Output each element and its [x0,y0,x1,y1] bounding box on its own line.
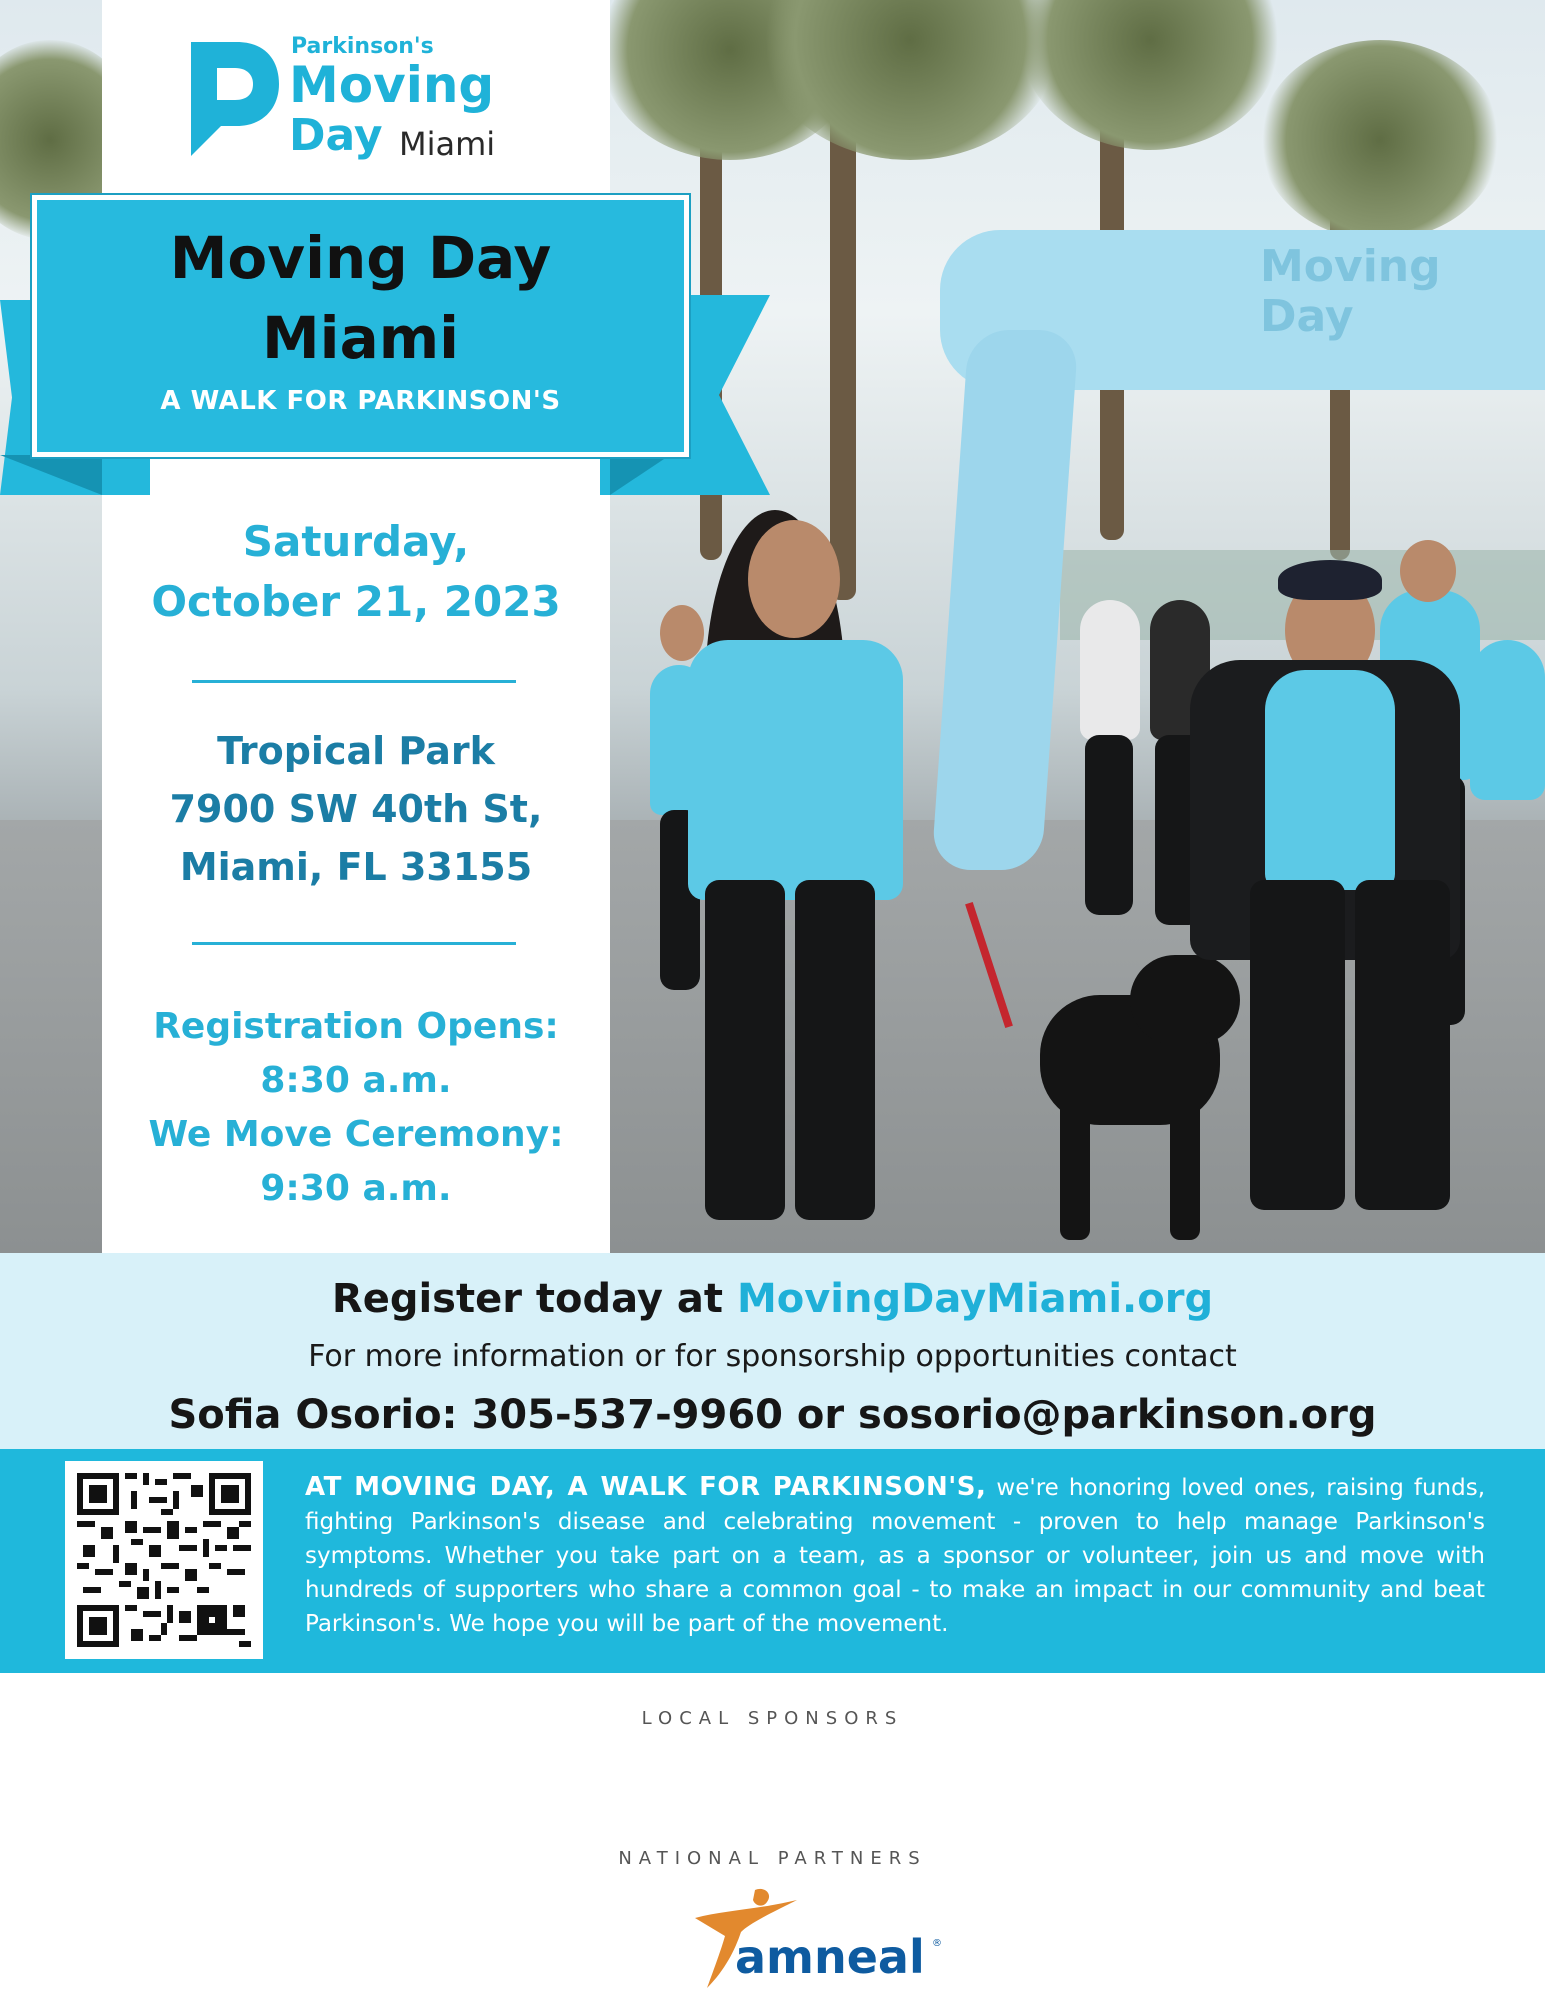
walker-face [748,520,840,638]
arch-text-line2: Day [1260,291,1354,342]
walker-background-head [1400,540,1456,602]
walker-leg [1355,880,1450,1210]
amneal-registered-mark: ® [932,1938,942,1949]
walker-shirt [1265,670,1395,890]
walker-background [1080,600,1140,740]
event-venue [102,722,610,896]
walker-shirt [688,640,903,900]
event-title [37,218,684,378]
event-date-line2: October 21, 2023 [151,577,561,626]
moving-day-logo [185,34,545,164]
arch-text-line1: Moving [1260,241,1441,292]
event-date-line1: Saturday, [242,517,470,566]
amneal-wordmark: amneal [735,1930,925,1984]
about-lead: AT MOVING DAY, A WALK FOR PARKINSON'S, [305,1472,987,1502]
title-ribbon [32,195,689,457]
ceremony-time: 9:30 a.m. [260,1168,452,1209]
walker-cap [1278,560,1382,600]
event-title-line1: Moving Day [169,224,552,292]
walker-leg [705,880,785,1220]
registration-label: Registration Opens: [153,1006,559,1047]
venue-city: Miami, FL 33155 [179,845,533,889]
dog-leg [1170,1100,1200,1240]
dog-head [1130,955,1240,1045]
walker-leg [1250,880,1345,1210]
national-partners-heading: NATIONAL PARTNERS [618,1848,927,1869]
register-line [0,1271,1545,1327]
info-line: For more information or for sponsorship opportunities contact [308,1339,1237,1374]
logo-parkinsons-text: Parkinson's [291,34,434,59]
divider [192,680,516,683]
qr-code-icon [77,1473,251,1647]
local-sponsors-heading: LOCAL SPONSORS [641,1708,904,1729]
palm-frond [1020,0,1280,150]
venue-name: Tropical Park [217,729,495,773]
divider [192,942,516,945]
logo-moving-text: Moving [289,56,495,114]
amneal-logo [685,1880,945,1990]
palm-frond [1260,40,1500,240]
logo-day-text: Day [289,110,383,161]
walker-background [1470,640,1545,800]
registration-time: 8:30 a.m. [260,1060,452,1101]
parkinsons-p-logo-icon [185,38,283,160]
register-prefix: Register today at [331,1276,737,1322]
logo-city-text: Miami [399,125,496,163]
event-date [102,512,610,632]
qr-code[interactable] [65,1461,263,1659]
event-times [102,1000,610,1216]
inflatable-arch-leg [931,330,1079,870]
walker-background-legs [1085,735,1133,915]
contact-line: Sofia Osorio: 305-537-9960 or sosorio@parkinson.org [168,1392,1377,1438]
about-body: we're honoring loved ones, raising funds, fighting Parkinson's disease and celebrating movement - proven to help manage Parkinson's symptoms. Whether you take part on a team, as a sponsor or volunteer, join us and move with hundreds of supporters who share a common goal - to make an impact in our community and beat Parkinson's. We hope you will be part of the movement. [305,1475,1485,1637]
venue-street: 7900 SW 40th St, [169,787,543,831]
register-url-link[interactable]: MovingDayMiami.org [736,1276,1214,1322]
arch-logo-text [1260,241,1441,342]
event-subtitle: A WALK FOR PARKINSON'S [160,386,561,416]
about-paragraph [305,1470,1485,1641]
ceremony-label: We Move Ceremony: [148,1114,564,1155]
event-title-line2: Miami [261,304,460,372]
register-band [0,1253,1545,1449]
walker-leg [795,880,875,1220]
dog-leg [1060,1100,1090,1240]
